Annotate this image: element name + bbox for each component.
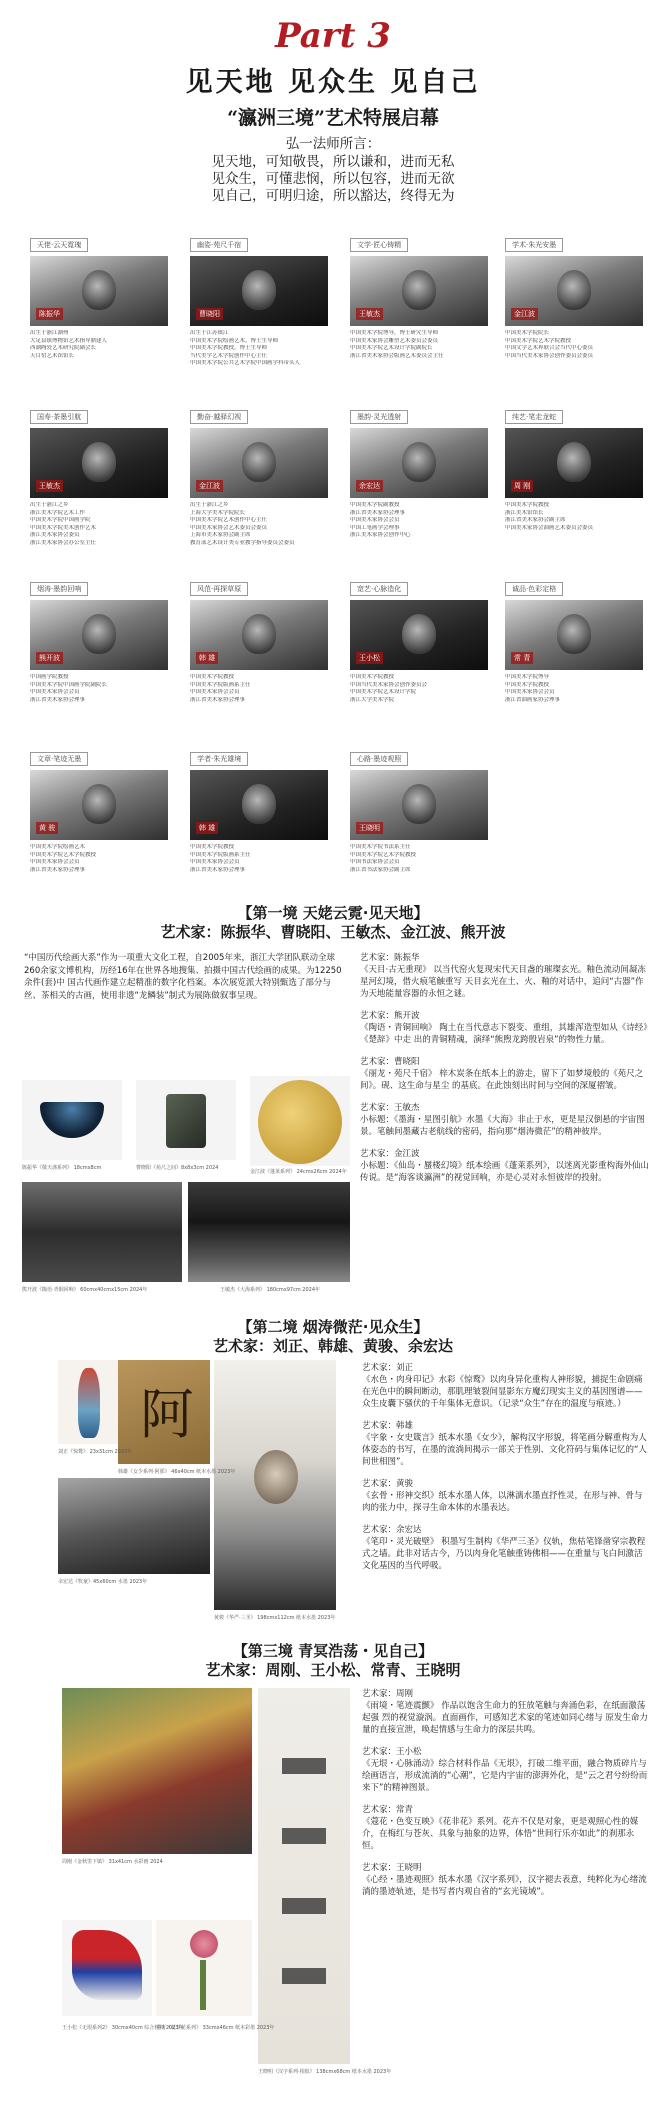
artist-desc-body: 小标题：《仙岛・蜃楼幻境》纸本绘画《蓬莱系列》，以迷离光影重构海外仙山传说。是“海客谈瀛洲”的视觉回响，亦是心灵对永恒彼岸的投射。 (360, 1161, 650, 1183)
artist-tag: 勤奋·越驿幻视 (190, 410, 248, 424)
artist-desc (362, 1862, 650, 1898)
section3-heading: 【第三境 青冥浩荡・见自己】 (232, 1642, 434, 1660)
artist-desc-body: 《字象・女史箴言》纸本水墨《女少》，解构汉字形貌，将笔画分解重构为人体姿态的书写，在墨的流淌间揭示一部关于性别、文化符码与集体记忆的“人间世相图”。 (362, 1433, 647, 1467)
artist-bio (505, 330, 643, 360)
artist-desc-body: 《笔印・灵光破壁》 积墨写生制构《华严三圣》仪轨，焦枯笔锋凿穿宗教程式之墙。此非对话古今，乃以肉身化笔触重铸佛相——在重量与飞白间激活文化基因的当代呼吸。 (362, 1537, 646, 1571)
artist-card (505, 582, 645, 747)
artist-card (505, 410, 645, 575)
artist-desc (360, 1056, 650, 1092)
artist-bio-line: 中国美术学院绘画艺术，博士生导师 (190, 337, 279, 344)
artist-name: 熊开波 (36, 652, 63, 664)
section1-artists: 艺术家：陈振华、曹晓阳、王敏杰、金江波、熊开波 (160, 923, 506, 941)
artist-desc (362, 1746, 650, 1794)
artist-bio (190, 330, 328, 368)
artist-bio (30, 674, 168, 704)
tea-bowl-shape (40, 1102, 104, 1138)
artist-bio-line: 中国美术家协会雕塑艺术委员会委员 (350, 337, 439, 344)
artist-bio-line: 中国美术学院中国画学院副院长 (30, 681, 108, 688)
artist-desc-head: 艺术家：王晓明 (362, 1863, 422, 1873)
flag-sculpture-artwork (62, 1920, 152, 2016)
artist-bio-line: 浙江省美术家协会理事 (190, 696, 246, 703)
artist-bio-line: 出生于浙江之乡 (190, 502, 229, 508)
artwork-caption: 金江波《蓬莱系列》 24cmx26cm 2024年 (250, 1169, 347, 1175)
artist-bio-line: 中国当代美术家协会创作委员会委员 (505, 352, 594, 359)
artist-desc-body: 小标题：《墨海・星图引航》水墨《大海》非止于水，更是星汉倒悬的宇宙图景。笔触间墨藏古老航线的密码，指向那“烟涛微茫”的精神彼岸。 (360, 1115, 645, 1137)
artist-desc-head: 艺术家：曹晓阳 (360, 1057, 420, 1067)
artist-bio-line: 中国当代美术家协会创作委员会 (350, 681, 428, 688)
artist-bio-line: 中国美术学院版画系主任 (190, 851, 251, 858)
artist-bio (350, 674, 488, 704)
artist-bio-line: 中国美术学院中国画学院 (30, 517, 91, 523)
artist-name: 王小松 (356, 652, 383, 664)
artwork-caption: 熊开波《陶语·青铜回响》 60cmx40cmx15cm 2024年 (22, 1287, 148, 1293)
artist-tag: 国寿·茶墨引航 (30, 410, 88, 424)
artist-bio (190, 674, 328, 704)
artist-desc-body: 《天目·古无重现》 以当代窑火复现宋代天目盏的璀璨玄光。釉色流动间凝冻星河幻境，借火痕笔触重写 天目玄光在土、火、釉的对话中，追问“古器”作为天地能量容器的永恒之谜。 (360, 965, 646, 999)
artwork-caption: 刘正《惊鹜》 23x31cm 2023年 (58, 1449, 133, 1455)
artist-bio-line: 教育部艺术设计类专业教学指导委员会委员 (190, 539, 295, 546)
artist-card (350, 410, 490, 575)
artist-desc (360, 952, 650, 1000)
artist-tag: 文章·笔迹无墨 (30, 752, 88, 766)
artist-bio-line: 浙江省美术家协会理事 (350, 509, 406, 516)
artist-tag: 墨韵·灵光透射 (350, 410, 408, 424)
artist-bio-line: 中国美术学院艺术创作中心主任 (190, 517, 268, 523)
artist-bio-line: 中国美术学院教授 (505, 502, 550, 508)
artist-bio (350, 844, 488, 874)
tea-bowl-artwork (22, 1080, 122, 1160)
artist-bio-line: 浙江美术学院艺术工作 (30, 509, 86, 516)
artist-bio-line: 出生于江苏镇江 (190, 330, 229, 336)
part-title: Part 3 (275, 16, 391, 56)
artist-photo (505, 428, 643, 498)
artist-name: 黄 骏 (36, 822, 58, 834)
artist-name: 金江波 (196, 480, 223, 492)
artist-bio-line: 中国书法家协会会员 (350, 859, 400, 865)
section3-descriptions (362, 1688, 650, 1908)
artist-tag: 诚品·色彩定格 (505, 582, 563, 596)
artist-bio-line: 浙江省美术家协会理事 (190, 866, 246, 873)
artist-desc-head: 艺术家：黄骏 (362, 1479, 414, 1489)
artist-photo (350, 428, 488, 498)
artist-desc-head: 艺术家：刘正 (362, 1363, 414, 1373)
artist-name: 陈振华 (36, 308, 63, 320)
artist-tag: 纯艺·笔走龙蛇 (505, 410, 563, 424)
artist-tag: 学者·朱光雄境 (190, 752, 248, 766)
artwork-caption: 周刚《金秋里下镇》 31x41cm 水彩画 2024 (62, 1859, 163, 1865)
artist-desc (362, 1478, 650, 1514)
main-title: 见天地 见众生 见自己 (185, 67, 481, 98)
tea-caddy-artwork (136, 1080, 236, 1160)
artist-desc-body: 《蔻花・色变互映》《花非花》系列。花卉不仅是对象，更是观照心性的媒介，在梅红与苍灰、具象与抽象的边界，体悟“世间行乐亦如此”的刹那永恒。 (362, 1817, 639, 1851)
artist-photo (30, 770, 168, 840)
artist-bio-line: 浙江省美术家协会理事 (30, 696, 86, 703)
artist-bio-line: 中国美术学院艺术设计学院 (350, 689, 417, 695)
artist-photo (350, 256, 488, 326)
portrait-head-shape (242, 442, 276, 482)
artist-bio (350, 502, 488, 540)
artist-name: 周 刚 (511, 480, 533, 492)
artist-name: 常 青 (511, 652, 533, 664)
artist-bio (190, 502, 328, 547)
artist-desc-head: 艺术家：余宏达 (362, 1525, 422, 1535)
artist-bio-line: 中国画学院教授 (30, 674, 69, 680)
golden-disc-artwork (250, 1076, 350, 1166)
artist-card (190, 582, 330, 747)
artist-desc-head: 艺术家：熊开波 (360, 1011, 420, 1021)
artist-bio-line: 中国美术学院版画系主任 (190, 681, 251, 688)
artist-bio-line: 出生于浙江湖州 (30, 330, 69, 336)
artist-desc-head: 艺术家：王小松 (362, 1747, 422, 1757)
artist-card (30, 582, 170, 747)
portrait-head-shape (242, 784, 276, 824)
section1-heading: 【第一境 天姥云霓·见天地】 (237, 904, 429, 922)
artist-bio-line: 中国美术家协会会员 (190, 689, 240, 695)
artist-bio-line: 中国美术学院艺术学院教授 (350, 851, 417, 858)
artist-bio-line: 中国美术学院教授 (190, 844, 235, 850)
artist-bio-line: 浙江省油画家协会理事 (505, 696, 561, 703)
artist-card (190, 410, 330, 575)
golden-disc-shape (258, 1080, 342, 1164)
artist-tag: 烟涛·墨韵回响 (30, 582, 88, 596)
elder-portrait-artwork (214, 1360, 336, 1610)
stem-shape (200, 1960, 206, 2010)
section1-intro: “中国历代绘画大系”作为一项重大文化工程，自2005年来，浙江大学团队联动全球260余家文博机构，历经16年在世界各地搜集、拍摄中国古代绘画的成果。为12250余件(套)中 国古代画作建立起精准的数字化档案。本次展览派大特别甄选了部分与丝、茶相关的古画，使用非遗“龙鳞装”制式为展陈做叙事呈现。 (24, 953, 342, 1001)
artist-desc-head: 艺术家：韩雄 (362, 1421, 414, 1431)
artist-bio-line: 浙江美术家协会创作中心 (350, 532, 411, 538)
portrait-head-shape (242, 270, 276, 310)
artwork-caption: 余宏达《牧童》45x60cm 水墨 2023年 (58, 1579, 148, 1585)
artist-desc (362, 1804, 650, 1852)
artist-bio-line: 中国美术学院绘画艺术 (30, 844, 86, 850)
artist-bio (505, 674, 643, 704)
artist-name: 韩 雄 (196, 822, 218, 834)
artist-name: 王敏杰 (356, 308, 383, 320)
artist-bio-line: 中国美术学院美术创作艺术 (30, 524, 97, 531)
flower-painting-artwork (156, 1920, 252, 2016)
artist-tag: 文学·匠心铸精 (350, 238, 408, 252)
artist-desc (362, 1688, 650, 1736)
artist-bio-line: 中国美术家协会会员 (505, 689, 555, 695)
artist-card (190, 238, 330, 403)
portrait-head-shape (402, 614, 436, 654)
artist-bio-line: 中国美术家协会会员 (190, 859, 240, 865)
artist-photo (505, 600, 643, 670)
artist-name: 余宏达 (356, 480, 383, 492)
artist-desc-body: 《玄骨・形神交织》纸本水墨人体，以淋漓水墨直抒性灵，在形与神、骨与肉的张力中，探寻生命本体的水墨表达。 (362, 1491, 643, 1513)
artist-bio-line: 中国美术学院艺术学院教授 (505, 337, 572, 344)
artist-desc-head: 艺术家：周刚 (362, 1689, 414, 1699)
section2-artists: 艺术家：刘正、韩雄、黄骏、余宏达 (212, 1337, 453, 1355)
artist-bio-line: 中国文学艺术界联合会当代中心委员 (505, 345, 594, 351)
artist-bio (190, 844, 328, 874)
artist-card (30, 752, 170, 917)
section2-descriptions (362, 1362, 650, 1582)
artist-bio-line: 中国美术家协会艺术委员会委员 (190, 524, 268, 531)
artist-bio-line: 中国美术家协会会员 (30, 689, 80, 695)
artist-desc-head: 艺术家：常青 (362, 1805, 414, 1815)
bronze-vessels-artwork (22, 1182, 182, 1282)
artist-bio-line: 浙江省书法家协会副主席 (350, 866, 411, 873)
artist-bio (350, 330, 488, 360)
figure-shape (78, 1368, 100, 1438)
artist-bio-line: 浙江省美术家协会理事 (30, 866, 86, 873)
artist-card (350, 238, 490, 403)
portrait-head-shape (82, 784, 116, 824)
artist-desc-body: 《丽龙・苑尺千宿》 梓木炭条在纸本上的游走，留下了如梦境般的《苑尺之间》。砚、这生命与星尘 的基底。在此蚀刻出时间与空间的深厦褶皱。 (360, 1069, 644, 1091)
artist-bio-line: 中国美术学院艺术学院教授 (30, 851, 97, 858)
artist-bio-line: 中国美术家协会油画艺术委员会委员 (505, 524, 594, 531)
artist-card (30, 238, 170, 403)
artist-bio-line: 中国美术家协会会员 (30, 859, 80, 865)
portrait-head-shape (402, 784, 436, 824)
artist-desc-head: 艺术家：金江波 (360, 1149, 420, 1159)
artist-name: 王敏杰 (36, 480, 63, 492)
artwork-caption: 王敏杰《大海系列》 180cmx97cm 2024年 (220, 1287, 321, 1293)
artist-bio-line: 中国工笔画学会理事 (350, 524, 400, 531)
artist-tag: 天佬·云天霓瑰 (30, 238, 88, 252)
portrait-head-shape (557, 614, 591, 654)
artwork-caption: 王晓明《汉字系列·相似》 138cmx68cm 纸本水墨 2023年 (258, 2069, 392, 2075)
artist-bio-line: 上海市美术家协会副主席 (190, 532, 251, 538)
quote-line: 见自己，可明归途，所以豁达，终得无为 (211, 188, 455, 204)
artist-bio-line: 中国美术学院教授 (190, 674, 235, 680)
artist-desc (362, 1420, 650, 1468)
artist-bio-line: 中国美术家协会会员 (350, 517, 400, 523)
artist-bio-line: 中国美术学院副教授 (350, 502, 400, 508)
ink-landscape-artwork (58, 1478, 210, 1574)
artist-bio-line: 出生于浙江之乡 (30, 502, 69, 508)
artist-card (505, 238, 645, 403)
artwork-caption: 曹晓阳《苑尺之间》8x8x3cm 2024 (136, 1165, 219, 1171)
artist-desc-body: 《心经・墨迹观照》纸本水墨《汉字系列》，汉字褪去表意，纯粹化为心绪流淌的墨迹轨迹，是书写者内观自省的“玄光镜域”。 (362, 1875, 647, 1897)
artist-name: 金江波 (511, 308, 538, 320)
artist-bio (30, 502, 168, 547)
village-watercolor-artwork (62, 1688, 252, 1854)
artist-desc (362, 1524, 650, 1572)
quote-line: 见众生，可懂悲悯，所以包容，进而无欲 (211, 171, 455, 187)
artist-bio-line: 浙江美术家协会办公室主任 (30, 539, 97, 546)
flag-shape (72, 1930, 142, 2000)
artist-card (190, 752, 330, 917)
portrait-head-shape (242, 614, 276, 654)
calligraphy-scroll-artwork (258, 1688, 350, 2064)
artist-photo (190, 600, 328, 670)
artist-bio (30, 844, 168, 874)
portrait-head-shape (402, 442, 436, 482)
elder-head-shape (254, 1450, 298, 1504)
artist-bio-line: 当代美学艺术学院创作中心主任 (190, 352, 268, 359)
artist-bio-line: 中国美术学院艺术设计学院副院长 (350, 345, 433, 351)
artist-desc (360, 1148, 650, 1184)
exhibition-subtitle: “瀛洲三境”艺术特展启幕 (227, 107, 439, 129)
artist-tag: 学术·朱光安墨 (505, 238, 563, 252)
artist-desc-head: 艺术家：王敏杰 (360, 1103, 420, 1113)
tea-caddy-shape (166, 1094, 206, 1148)
artwork-caption: 黄骏《华严·三圣》 198cmx112cm 纸本水墨 2023年 (214, 1615, 336, 1621)
artist-bio-line: 浙江美术家协会委员 (30, 532, 80, 538)
artist-bio-line: 浙江省美术家协会副主席 (505, 517, 566, 523)
artist-bio-line: 中国美术学院教授，博士生导师 (190, 345, 268, 351)
artist-bio-line: 中国美术学院院长 (505, 330, 550, 336)
artist-desc-body: 《无垠・心脉涌动》综合材料作品《无垠》，打破二维平面，融合物质碎片与绘画语言，形成流淌的“心潮”，它是内宇宙的澎湃外化，是“云之君兮纷纷而来下”的精神图景。 (362, 1759, 648, 1793)
artist-photo (505, 256, 643, 326)
artist-desc-head: 艺术家：陈振华 (360, 953, 420, 963)
artist-bio-line: 中国美术学院教授 (350, 674, 395, 680)
portrait-head-shape (557, 442, 591, 482)
artist-photo (190, 256, 328, 326)
artist-bio-line: 浙江大学美术学院 (350, 696, 395, 703)
portrait-head-shape (557, 270, 591, 310)
artist-bio (505, 502, 643, 532)
sea-ink-artwork (188, 1182, 350, 1282)
artwork-caption: 王小松《无垠系列2》 30cmx40cm 综合材料 2023年 (62, 2025, 184, 2031)
artist-desc (360, 1010, 650, 1046)
section3-artists: 艺术家：周刚、王小松、常青、王晓明 (205, 1661, 461, 1679)
artist-name: 曹晓阳 (196, 308, 223, 320)
artist-bio-line: 中国美术学院书法系主任 (350, 844, 411, 850)
artist-card (350, 752, 490, 917)
artist-tag: 宽艺·心脉造化 (350, 582, 408, 596)
artwork-caption: 韩雄《女少系列·阿那》 46x40cm 纸本水墨 2023年 (118, 1469, 236, 1475)
artist-photo (190, 770, 328, 840)
artwork-caption: 常青《花非花系列》 33cmx46cm 纸本彩墨 2023年 (156, 2025, 275, 2031)
portrait-head-shape (82, 270, 116, 310)
artist-bio-line: 中国美术学院公共艺术学院中国画学科带头人 (190, 360, 301, 366)
artist-bio-line: 中国美术学院博导 (505, 674, 550, 680)
artist-desc-body: 《陶语・青铜回响》 陶土在当代意志下裂变、重组，其雄浑造型如从《诗经》《楚辞》中走 出的青铜精魂，演绎“熊煦龙跨殷岩泉”的物性力量。 (360, 1023, 648, 1045)
artist-bio-line: 天目窑艺术馆馆长 (30, 352, 75, 359)
artist-card (30, 410, 170, 575)
artist-desc (360, 1102, 650, 1138)
artist-card (350, 582, 490, 747)
artist-photo (350, 600, 488, 670)
artist-photo (190, 428, 328, 498)
artist-desc (362, 1362, 650, 1410)
artist-bio-line: 中国美术学院博导，博士研究生导师 (350, 330, 439, 336)
portrait-head-shape (82, 442, 116, 482)
artist-photo (30, 600, 168, 670)
artwork-caption: 陈振华《敬天盏系列》 18cmx8cm (22, 1165, 102, 1171)
artist-bio-line: 西湖陶瓷艺术研究院副会长 (30, 345, 97, 351)
artist-bio-line: 大足县镇博物馆艺术指导鼎建人 (30, 337, 108, 344)
artist-bio-line: 浙江省美术家协会版画艺术委员会主任 (350, 352, 444, 359)
artist-desc-body: 《水色・肉身印记》水彩《惊鹜》以肉身异化重构人神形貌，捕捉生命剧痛在光色中的瞬间断动，那肌理皱裂间显影东方魔幻现实主义的基因图谱——众生皮囊下骚伏的千年集体无意识。（记录“众生”存在的温度与痕迹。） (362, 1375, 643, 1409)
artist-bio-line: 上海大学美术学院院长 (190, 509, 246, 516)
portrait-head-shape (82, 614, 116, 654)
quote-line: 见天地，可知敬畏，所以谦和，进而无私 (211, 154, 455, 170)
artist-bio-line: 中国美术学院教授 (505, 681, 550, 688)
artist-photo (30, 428, 168, 498)
section1-descriptions (360, 952, 650, 1194)
artist-desc-body: 《雨境・笔迹震颤》 作品以饱含生命力的狂放笔触与奔涌色彩，在纸面激荡起强 烈的视觉漩涡。直面画作，可感知艺术家的笔迹如同心绪与 原发生命力量的直接宣泄，唤起情感与生命力的深层共鸣。 (362, 1701, 648, 1735)
artist-bio-line: 浙江美术馆馆长 (505, 509, 544, 516)
artist-bio (30, 330, 168, 360)
artist-photo (30, 256, 168, 326)
figure-watercolor-artwork (58, 1360, 118, 1444)
flower-shape (190, 1930, 218, 1958)
artist-tag: 风范·再探草原 (190, 582, 248, 596)
calligraphy-character-artwork: 阿 (118, 1360, 210, 1464)
artist-tag: 幽姿·苑尺千宿 (190, 238, 248, 252)
artist-photo (350, 770, 488, 840)
portrait-head-shape (402, 270, 436, 310)
quote-title: 弘一法师所言： (285, 136, 381, 152)
artist-name: 王晓明 (356, 822, 383, 834)
ink-strokes (282, 1728, 326, 2028)
artist-name: 韩 雄 (196, 652, 218, 664)
section2-heading: 【第二境 烟涛微茫·见众生】 (237, 1318, 429, 1336)
artist-tag: 心路·墨迹观照 (350, 752, 408, 766)
